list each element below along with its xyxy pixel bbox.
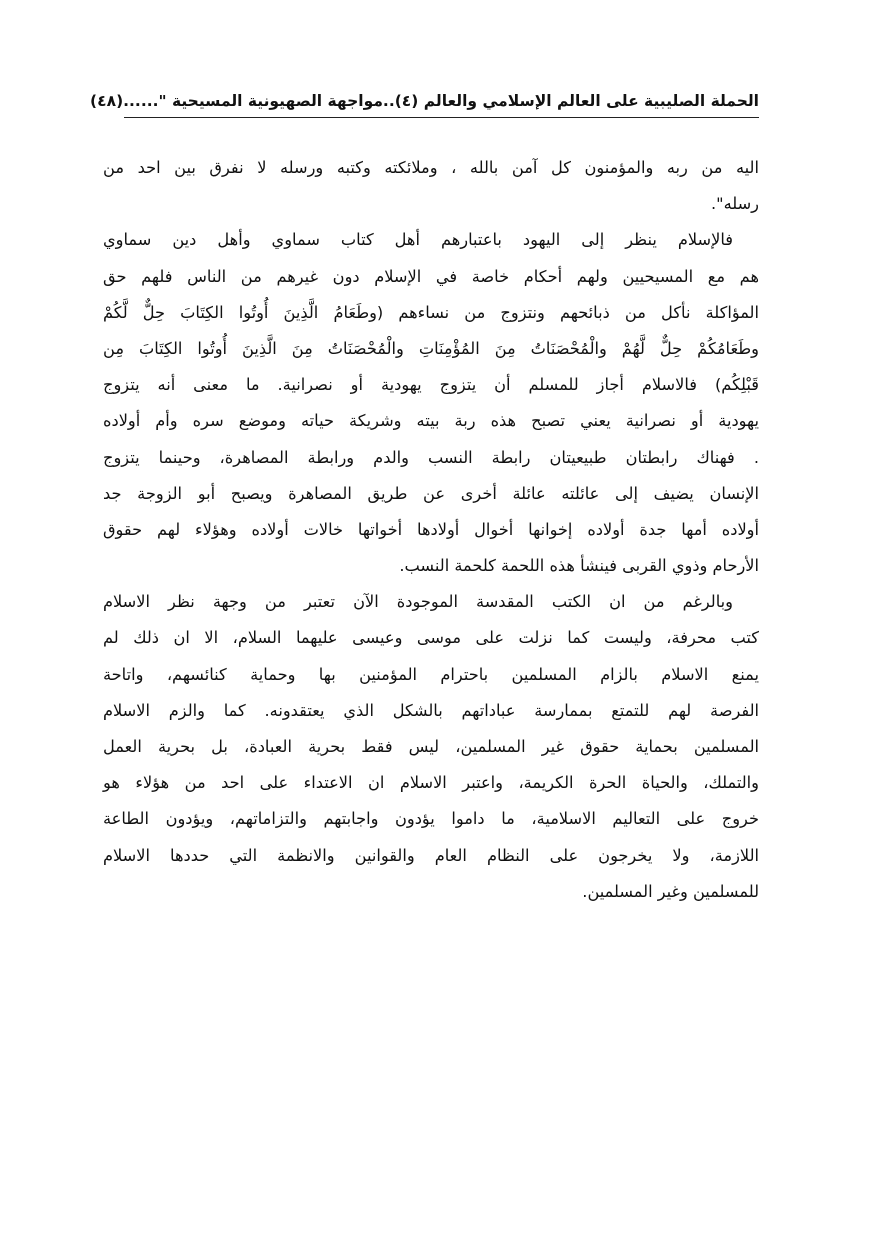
text-line: هم مع المسيحيين ولهم أحكام خاصة في الإسلام دون غيرهم من الناس فلهم حق: [103, 266, 759, 286]
text-line: يمنع الاسلام بالزام المسلمين باحترام المؤمنين بها وحماية كنائسهم، واتاحة: [103, 664, 759, 684]
text-line: الأرحام وذوي القربى فينشأ هذه اللحمة كلحمة النسب.: [399, 556, 759, 576]
text-line: وبالرغم من ان الكتب المقدسة الموجودة الآن تعتبر من وجهة نظر الاسلام: [103, 592, 733, 612]
header-divider: [124, 117, 759, 118]
text-line: للمسلمين وغير المسلمين.: [582, 881, 759, 901]
text-line: قَبْلِكُم) فالاسلام أجاز للمسلم أن يتزوج يهودية أو نصرانية. ما معنى أنه يتزوج: [103, 375, 759, 395]
text-line: خروج على التعاليم الاسلامية، ما داموا يؤدون واجابتهم والتزاماتهم، ويؤدون الطاعة: [103, 809, 759, 829]
text-line: والتملك، والحياة الحرة الكريمة، واعتبر الاسلام ان الاعتداء على احد من هؤلاء هو: [103, 773, 759, 793]
text-line: الفرصة لهم للتمتع بممارسة عباداتهم بالشكل الذي يعتقدونه. كما والزم الاسلام: [103, 700, 759, 720]
running-header: [90, 88, 759, 114]
text-line: الإنسان يضيف إلى عائلته عائلة أخرى عن طريق المصاهرة ويصبح أبو الزوجة جد: [103, 483, 759, 503]
text-line: وطَعَامُكُمْ حِلٌّ لَّهُمْ والْمُحْصَنَاتُ مِنَ المُؤْمِنَاتِ والْمُحْصَنَاتُ مِنَ الَّذِينَ أُوتُوا الكِتَابَ مِن: [103, 338, 759, 358]
text-line: اللازمة، ولا يخرجون على النظام العام والقوانين والانظمة التي حددها الاسلام: [103, 845, 759, 865]
text-line: كتب محرفة، وليست كما نزلت على موسى وعيسى عليهما السلام، الا ان ذلك لم: [103, 628, 759, 648]
text-line: . فهناك رابطتان طبيعيتان رابطة النسب والدم ورابطة المصاهرة، وحينما يتزوج: [103, 447, 759, 467]
text-line: رسله".: [710, 194, 759, 214]
text-line: أولاده أمها جدة أولاده إخوانها أخوال أولادها أخواتها خالات أولاده وهؤلاء لهم حقوق: [103, 519, 759, 539]
text-line: يهودية أو نصرانية يعني تصبح هذه ربة بيته وشريكة حياته وموضع سره وأم أولاده: [103, 411, 759, 431]
page-number: (٤٨): [90, 92, 124, 110]
text-line: المؤاكلة نأكل من ذبائحهم ونتزوج من نساءهم (وطَعَامُ الَّذِينَ أُوتُوا الكِتَابَ حِلٌّ لَّكُمْ: [103, 302, 759, 322]
text-line: اليه من ربه والمؤمنون كل آمن بالله ، وملائكته وكتبه ورسله لا نفرق بين احد من: [103, 158, 759, 177]
header-title: الحملة الصليبية على العالم الإسلامي والعالم (٤)..مواجهة الصهيونية المسيحية "......: [123, 92, 759, 110]
text-line: فالإسلام ينظر إلى اليهود باعتبارهم أهل كتاب سماوي وأهل دين سماوي: [103, 230, 733, 250]
text-line: المسلمين بحماية حقوق غير المسلمين، ليس فقط بحرية العبادة، بل بحرية العمل: [103, 737, 759, 756]
body-text: [103, 150, 759, 910]
